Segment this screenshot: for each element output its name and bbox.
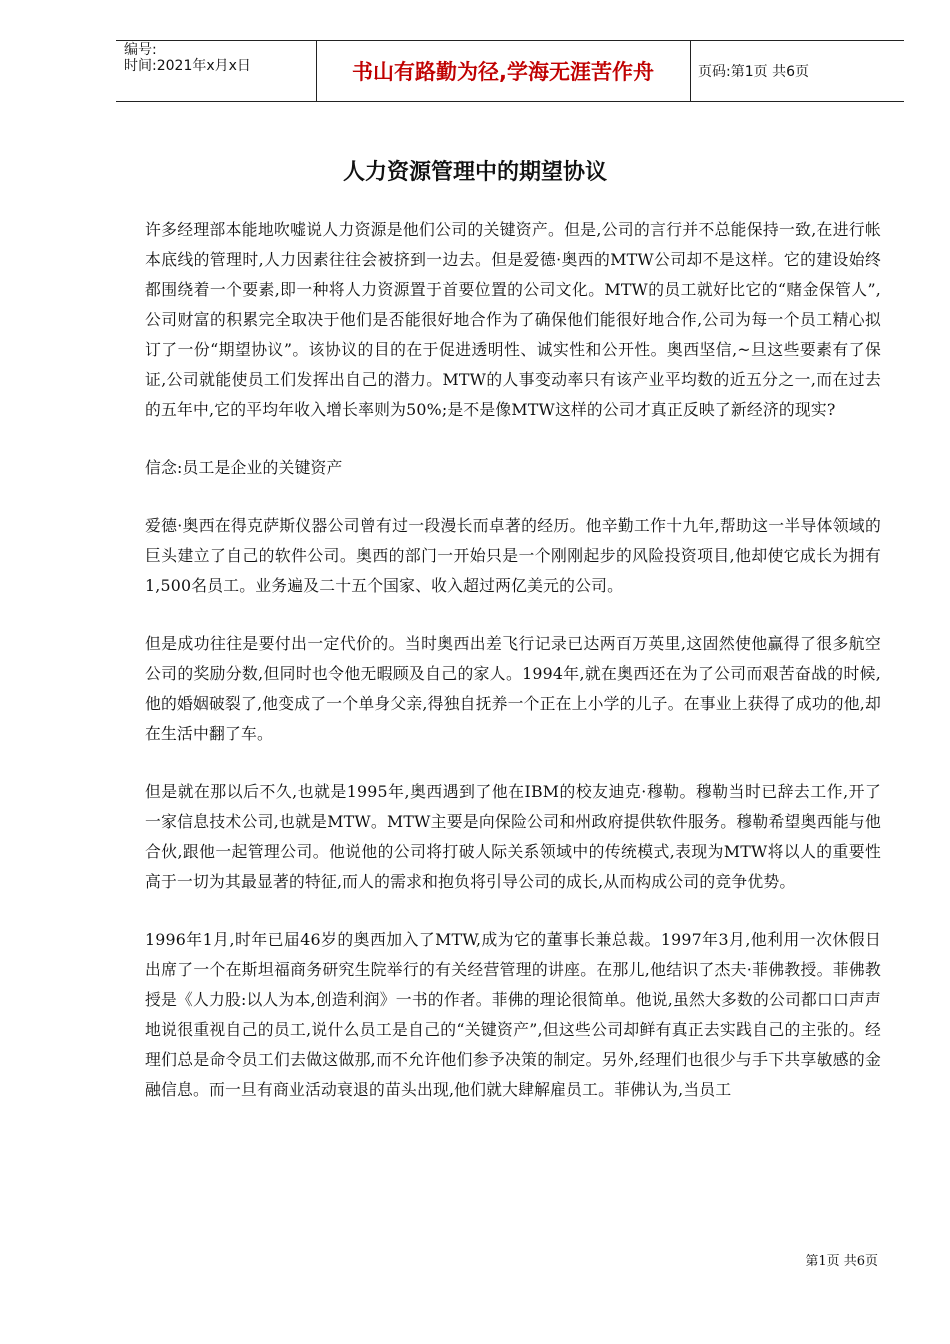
header-date-label: 时间:2021年x月x日 <box>124 58 251 74</box>
paragraph-mtw-founding: 但是就在那以后不久,也就是1995年,奥西遇到了他在IBM的校友迪克·穆勒。穆勒当时已辞去工作,开了一家信息技术公司,也就是MTW。MTW主要是向保险公司和州政府提供软件服务。穆勒希望奥西能与他合伙,跟他一起管理公司。他说他的公司将打破人际关系领域中的传统模式,表现为MTW将以人的重要性高于一切为其最显著的特征,而人的需求和抱负将引导公司的成长,从而构成公司的竞争优势。 <box>145 782 881 891</box>
paragraph-section-heading: 信念:员工是企业的关键资产 <box>145 458 343 477</box>
page-footer: 第1页 共6页 <box>805 1254 878 1269</box>
paragraph-cost-of-success: 但是成功往往是要付出一定代价的。当时奥西出差飞行记录已达两百万英里,这固然使他赢得了很多航空公司的奖励分数,但同时也令他无暇顾及自己的家人。1994年,就在奥西还在为了公司而艰苦奋战的时候,他的婚姻破裂了,他变成了一个单身父亲,得独自抚养一个正在上小学的儿子。在事业上获得了成功的他,却在生活中翻了车。 <box>145 634 881 743</box>
header-motto: 书山有路勤为径,学海无涯苦作舟 <box>352 60 654 84</box>
header-page-info: 页码:第1页 共6页 <box>698 64 809 80</box>
header-number-label: 编号: <box>124 42 157 58</box>
document-title: 人力资源管理中的期望协议 <box>342 160 607 185</box>
paragraph-pfeffer-theory: 1996年1月,时年已届46岁的奥西加入了MTW,成为它的董事长兼总裁。1997年3月,他利用一次休假日出席了一个在斯坦福商务研究生院举行的有关经营管理的讲座。在那儿,他结识了杰夫·菲佛教授。菲佛教授是《人力股:以人为本,创造利润》一书的作者。菲佛的理论很简单。他说,虽然大多数的公司都口口声声地说很重视自己的员工,说什么员工是自己的“关键资产”,但这些公司却鲜有真正去实践自己的主张的。经理们总是命令员工们去做这做那,而不允许他们参予决策的制定。另外,经理们也很少与手下共享敏感的金融信息。而一旦有商业活动衰退的苗头出现,他们就大肆解雇员工。菲佛认为,当员工 <box>145 930 881 1099</box>
header-meta <box>124 41 314 74</box>
paragraph-intro: 许多经理部本能地吹嘘说人力资源是他们公司的关键资产。但是,公司的言行并不总能保持一致,在进行帐本底线的管理时,人力因素往往会被挤到一边去。但是爱德·奥西的MTW公司却不是这样。它的建设始终都围绕着一个要素,即一种将人力资源置于首要位置的公司文化。MTW的员工就好比它的“赌金保管人”,公司财富的积累完全取决于他们是否能很好地合作为了确保他们能很好地合作,公司为每一个员工精心拟订了一份“期望协议”。该协议的目的在于促进透明性、诚实性和公开性。奥西坚信,~旦这些要素有了保证,公司就能使员工们发挥出自己的潜力。MTW的人事变动率只有该产业平均数的近五分之一,而在过去的五年中,它的平均年收入增长率则为50%;是不是像MTW这样的公司才真正反映了新经济的现实? <box>145 220 881 419</box>
document-body <box>145 215 881 1133</box>
header-divider-right <box>690 41 691 101</box>
paragraph-background: 爱德·奥西在得克萨斯仪器公司曾有过一段漫长而卓著的经历。他辛勤工作十九年,帮助这一半导体领域的巨头建立了自己的软件公司。奥西的部门一开始只是一个刚刚起步的风险投资项目,他却使它成长为拥有1,500名员工。业务遍及二十五个国家、收入超过两亿美元的公司。 <box>145 516 881 595</box>
page-header <box>116 40 904 102</box>
